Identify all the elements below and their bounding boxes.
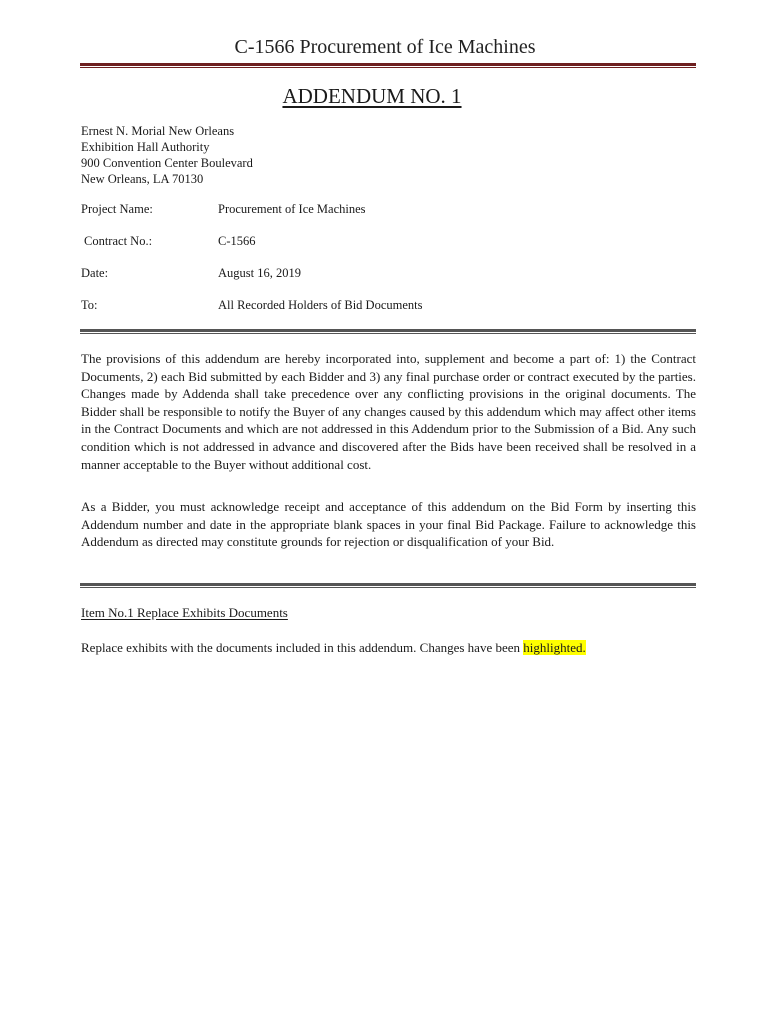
address-line-1: Ernest N. Morial New Orleans bbox=[81, 124, 235, 138]
address-line-3: 900 Convention Center Boulevard bbox=[81, 156, 253, 170]
page-header-title: C-1566 Procurement of Ice Machines bbox=[234, 36, 536, 58]
header-divider-thick bbox=[80, 63, 696, 66]
item-1-text-body: Replace exhibits with the documents included in this addendum. Changes have been bbox=[81, 640, 524, 655]
header-divider bbox=[80, 63, 696, 69]
provisions-paragraph: The provisions of this addendum are hereby incorporated into, supplement and become a part of: 1) the Contract Documents, 2) each Bid submitted by each Bidder and 3) any final purchase order or contract executed by the parties. Changes made by Addenda shall take precedence over any conflicting provisions in the original documents. The Bidder shall be responsible to notify the Buyer of any changes caused by this addendum which may affect other items in the Contract Documents and which are not addressed in this Addendum prior to the Submission of a Bid. Any such condition which is not addressed in advance and discovered after the Bids have been received shall be resolved in a manner acceptable to the Buyer without additional cost. bbox=[81, 351, 696, 472]
address-line-4: New Orleans, LA 70130 bbox=[81, 172, 204, 186]
header-divider-thin bbox=[80, 67, 696, 68]
item-1-heading: Item No.1 Replace Exhibits Documents bbox=[81, 605, 288, 620]
item-1-highlighted-word: highlighted. bbox=[523, 640, 586, 655]
section-divider-top bbox=[80, 329, 696, 335]
address-line-2: Exhibition Hall Authority bbox=[81, 140, 210, 154]
section-divider-bottom-thick bbox=[80, 583, 696, 586]
project-name-value: Procurement of Ice Machines bbox=[218, 202, 366, 216]
contract-no-label: Contract No.: bbox=[84, 234, 153, 248]
acknowledgement-paragraph: As a Bidder, you must acknowledge receipt and acceptance of this addendum on the Bid Form by inserting this Addendum number and date in the appropriate blank spaces in your final Bid Package. Failure to acknowledge this Addendum as directed may constitute grounds for rejection or disqualification of your Bid. bbox=[81, 499, 696, 550]
field-project-name bbox=[81, 202, 681, 220]
to-label: To: bbox=[81, 298, 98, 312]
section-divider-bottom-thin bbox=[80, 587, 696, 588]
item-1-text bbox=[81, 640, 586, 656]
section-divider-bottom bbox=[80, 583, 696, 589]
field-to bbox=[81, 298, 681, 316]
addendum-title: ADDENDUM NO. 1 bbox=[282, 84, 462, 108]
project-name-label: Project Name: bbox=[81, 202, 153, 216]
date-value: August 16, 2019 bbox=[218, 266, 301, 280]
contract-no-value: C-1566 bbox=[218, 234, 256, 248]
section-divider-top-thick bbox=[80, 329, 696, 332]
section-divider-top-thin bbox=[80, 333, 696, 334]
date-label: Date: bbox=[81, 266, 109, 280]
field-contract-no bbox=[81, 234, 681, 252]
to-value: All Recorded Holders of Bid Documents bbox=[218, 298, 423, 312]
address-block bbox=[81, 123, 253, 187]
field-date bbox=[81, 266, 681, 284]
